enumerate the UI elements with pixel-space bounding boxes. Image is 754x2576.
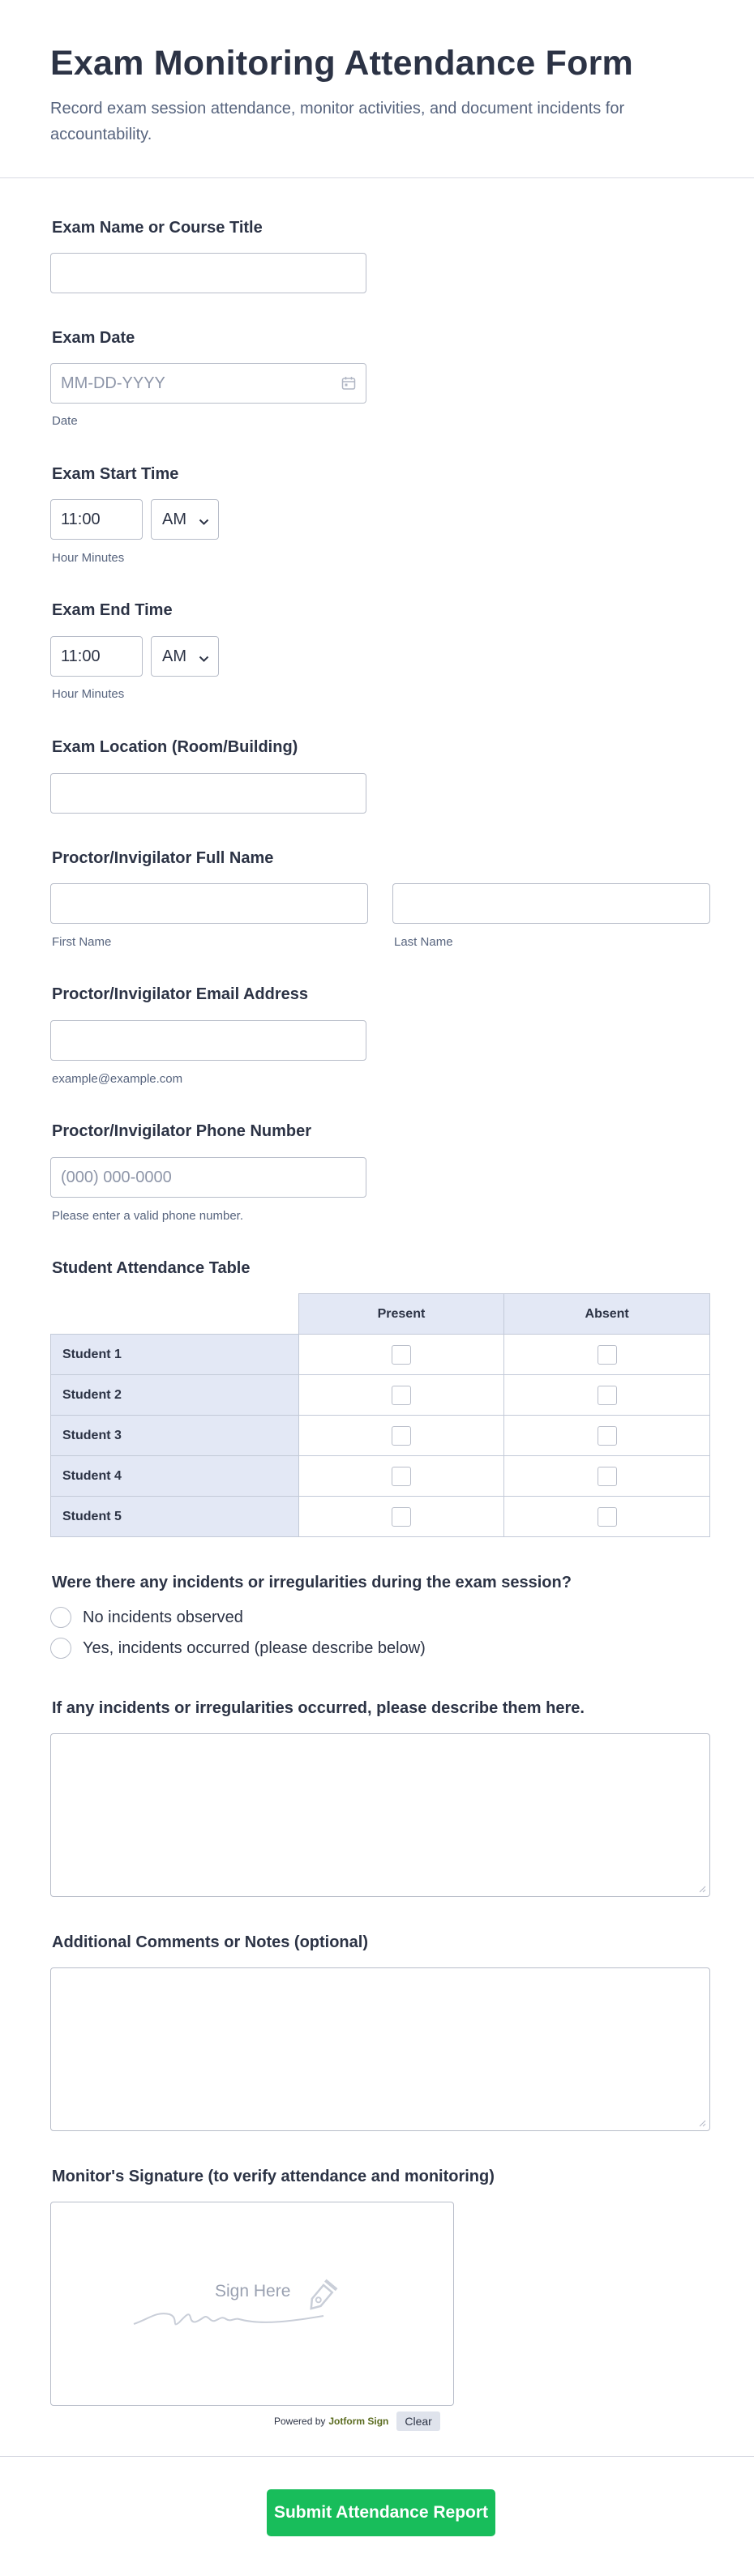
- end-time-input[interactable]: [50, 636, 143, 677]
- present-cell: [298, 1416, 504, 1456]
- present-cell: [298, 1456, 504, 1497]
- end-time-sublabel: Hour Minutes: [52, 687, 125, 701]
- present-checkbox[interactable]: [392, 1467, 411, 1486]
- exam-date-placeholder: MM-DD-YYYY: [61, 374, 165, 392]
- resize-handle-icon[interactable]: [698, 1885, 706, 1893]
- exam-name-input[interactable]: [50, 253, 366, 293]
- radio-no-incidents[interactable]: [50, 1602, 426, 1633]
- student-label: Student 1: [51, 1335, 299, 1375]
- chevron-down-icon: [199, 652, 209, 667]
- exam-date-input[interactable]: [50, 363, 366, 404]
- radio-circle[interactable]: [50, 1638, 71, 1659]
- present-checkbox[interactable]: [392, 1386, 411, 1405]
- radio-label: No incidents observed: [83, 1608, 243, 1626]
- column-present: Present: [298, 1294, 504, 1335]
- end-ampm-select[interactable]: [151, 636, 219, 677]
- attendance-label: Student Attendance Table: [52, 1259, 251, 1277]
- column-absent: Absent: [504, 1294, 710, 1335]
- absent-cell: [504, 1335, 710, 1375]
- proctor-name-label: Proctor/Invigilator Full Name: [52, 849, 274, 867]
- present-checkbox[interactable]: [392, 1507, 411, 1527]
- radio-circle[interactable]: [50, 1607, 71, 1628]
- radio-yes-incidents[interactable]: [50, 1633, 426, 1664]
- table-row: [51, 1456, 710, 1497]
- phone-placeholder: (000) 000-0000: [61, 1168, 172, 1186]
- signature-scribble-icon: [132, 2279, 367, 2330]
- absent-cell: [504, 1497, 710, 1537]
- location-label: Exam Location (Room/Building): [52, 738, 298, 756]
- absent-checkbox[interactable]: [598, 1386, 617, 1405]
- student-label: Student 5: [51, 1497, 299, 1537]
- end-time-label: Exam End Time: [52, 601, 173, 619]
- incidents-radio-group: [50, 1602, 426, 1664]
- table-row: [51, 1335, 710, 1375]
- start-ampm-value: AM: [162, 510, 186, 528]
- table-row: [51, 1497, 710, 1537]
- calendar-icon[interactable]: [341, 376, 356, 395]
- present-cell: [298, 1335, 504, 1375]
- email-input[interactable]: [50, 1020, 366, 1061]
- radio-label: Yes, incidents occurred (please describe below): [83, 1638, 426, 1657]
- table-row: [51, 1375, 710, 1416]
- incidents-label: Were there any incidents or irregularities during the exam session?: [52, 1574, 572, 1591]
- resize-handle-icon[interactable]: [698, 2119, 706, 2127]
- comments-label: Additional Comments or Notes (optional): [52, 1933, 368, 1951]
- submit-wrapper: [267, 2489, 495, 2536]
- phone-sublabel: Please enter a valid phone number.: [52, 1209, 243, 1223]
- present-cell: [298, 1375, 504, 1416]
- submit-button[interactable]: Submit Attendance Report: [267, 2489, 495, 2536]
- present-checkbox[interactable]: [392, 1426, 411, 1446]
- signature-pad[interactable]: [50, 2202, 454, 2406]
- incident-description-textarea[interactable]: [50, 1733, 710, 1897]
- table-corner: [51, 1294, 299, 1335]
- form-header: [0, 0, 754, 178]
- absent-checkbox[interactable]: [598, 1467, 617, 1486]
- form-title: Exam Monitoring Attendance Form: [50, 44, 633, 83]
- footer-divider: [0, 2456, 754, 2457]
- end-ampm-value: AM: [162, 647, 186, 665]
- start-time-label: Exam Start Time: [52, 465, 179, 483]
- exam-date-label: Exam Date: [52, 329, 135, 347]
- present-checkbox[interactable]: [392, 1345, 411, 1365]
- present-cell: [298, 1497, 504, 1537]
- comments-textarea[interactable]: [50, 1967, 710, 2131]
- phone-label: Proctor/Invigilator Phone Number: [52, 1122, 312, 1140]
- exam-name-label: Exam Name or Course Title: [52, 219, 263, 237]
- signature-footer: [274, 2412, 440, 2431]
- last-name-sublabel: Last Name: [394, 935, 453, 949]
- signature-label: Monitor's Signature (to verify attendance and monitoring): [52, 2168, 495, 2185]
- table-row: [51, 1416, 710, 1456]
- exam-date-sublabel: Date: [52, 414, 78, 428]
- email-sublabel: example@example.com: [52, 1072, 183, 1086]
- student-label: Student 2: [51, 1375, 299, 1416]
- absent-cell: [504, 1375, 710, 1416]
- attendance-table: [50, 1293, 710, 1537]
- attendance-header-row: [51, 1294, 710, 1335]
- location-input[interactable]: [50, 773, 366, 814]
- absent-checkbox[interactable]: [598, 1426, 617, 1446]
- first-name-input[interactable]: [50, 883, 368, 924]
- last-name-input[interactable]: [392, 883, 710, 924]
- absent-cell: [504, 1456, 710, 1497]
- start-time-value: 11:00: [61, 510, 101, 528]
- student-label: Student 3: [51, 1416, 299, 1456]
- incident-description-label: If any incidents or irregularities occurred, please describe them here.: [52, 1699, 585, 1717]
- powered-by-text: Powered by: [274, 2416, 326, 2427]
- email-label: Proctor/Invigilator Email Address: [52, 985, 309, 1003]
- sign-here-placeholder: Sign Here: [215, 2282, 291, 2300]
- student-label: Student 4: [51, 1456, 299, 1497]
- start-time-input[interactable]: [50, 499, 143, 540]
- end-time-value: 11:00: [61, 647, 101, 665]
- clear-signature-button[interactable]: Clear: [396, 2412, 439, 2431]
- start-ampm-select[interactable]: [151, 499, 219, 540]
- absent-checkbox[interactable]: [598, 1507, 617, 1527]
- absent-checkbox[interactable]: [598, 1345, 617, 1365]
- phone-input[interactable]: [50, 1157, 366, 1198]
- start-time-sublabel: Hour Minutes: [52, 551, 125, 565]
- first-name-sublabel: First Name: [52, 935, 112, 949]
- absent-cell: [504, 1416, 710, 1456]
- jotform-sign-brand: Jotform Sign: [328, 2416, 389, 2427]
- chevron-down-icon: [199, 515, 209, 530]
- form-description: Record exam session attendance, monitor activities, and document incidents for accountability.: [50, 100, 625, 143]
